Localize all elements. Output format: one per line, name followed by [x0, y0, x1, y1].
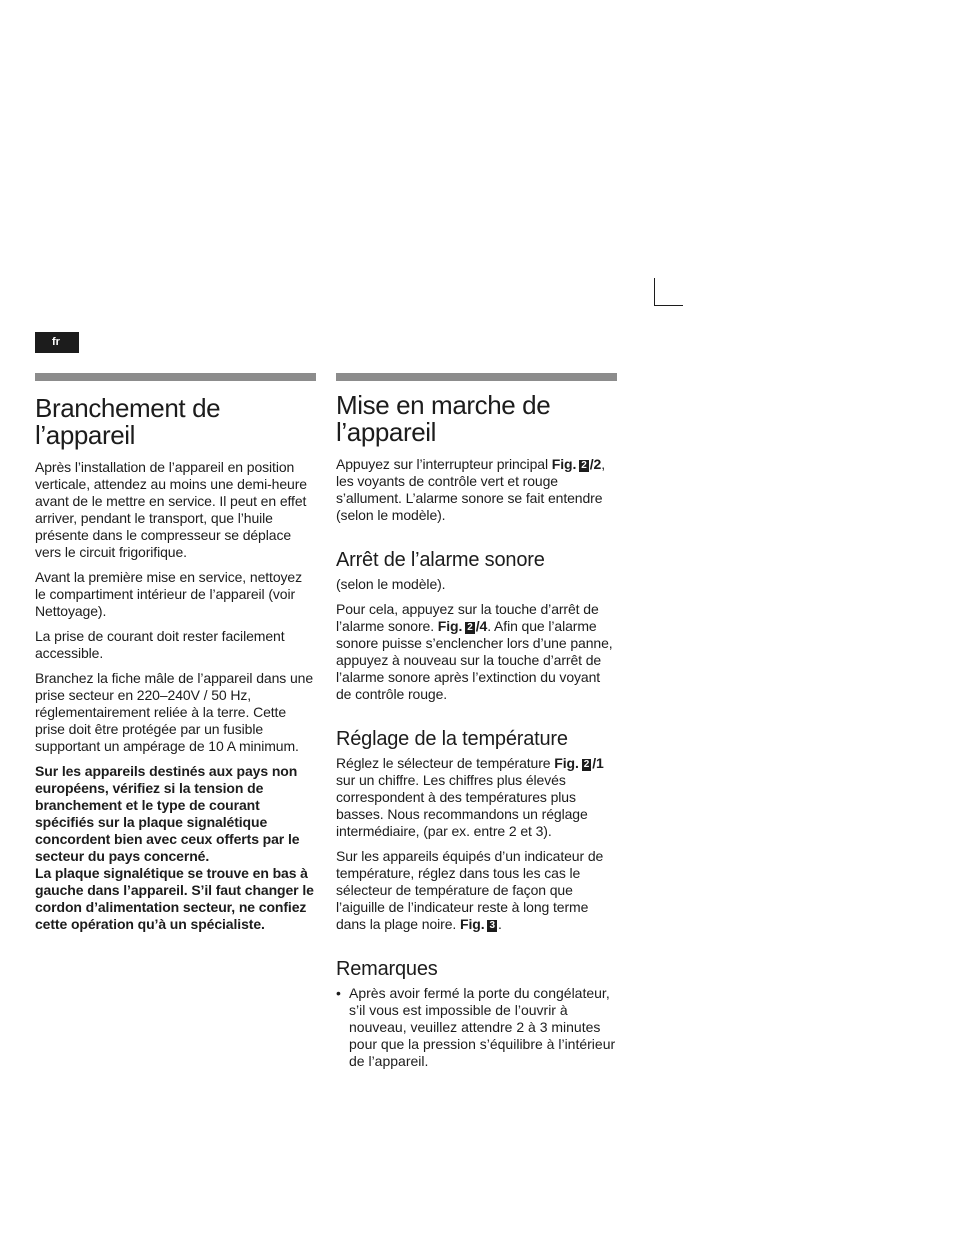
paragraph-switch-on — [336, 456, 617, 524]
paragraph-cleaning: Avant la première mise en service, nettoyez le compartiment intérieur de l’appareil (voir Nettoyage). — [35, 569, 303, 619]
warning-plate: La plaque signalétique se trouve en bas à gauche dans l’appareil. S’il faut changer le cordon d’alimentation secteur, ne confiez cette opération qu’à un spécialiste. — [35, 865, 314, 932]
subheading-alarm: Arrêt de l’alarme sonore — [336, 549, 545, 571]
figure-ref: Fig. — [460, 916, 485, 932]
figure-number: 2 — [583, 759, 590, 770]
figure-ref: Fig. — [554, 755, 579, 771]
paragraph-temperature — [336, 755, 617, 840]
column-branchement — [35, 373, 316, 933]
list-item-text: Après avoir fermé la porte du congélateur, s’il vous est impossible de l’ouvrir à nouveau, veuillez attendre 2 à 3 minutes pour que la pression s’équilibre à l’intérieur de l’appareil. — [349, 985, 616, 1069]
title-line-1: Branchement de — [35, 393, 221, 423]
language-tag — [35, 332, 79, 353]
text: Sur les appareils équipés d’un indicateur de température, réglez dans tous les cas le sélecteur de température de façon que l’aiguille de l’indicateur reste à long terme dans la plage noire. — [336, 848, 604, 932]
section-title — [336, 392, 617, 446]
text: . — [497, 916, 502, 932]
figure-number: 2 — [581, 460, 587, 471]
paragraph-installation: Après l’installation de l’appareil en position verticale, attendez au moins une demi-heure avant de le mettre en service. Il peut en effet arriver, pendant le transport, que l’huile présente dans le compresseur se déplace vers le circuit frigorifique. — [35, 459, 307, 560]
text: Réglez le sélecteur de température — [336, 755, 555, 771]
paragraph-indicator — [336, 848, 617, 933]
subheading-temperature: Réglage de la température — [336, 728, 568, 750]
figure-ref: Fig. — [437, 618, 463, 634]
section-bar — [35, 373, 316, 381]
text: sur un chiffre. Les chiffres plus élevés correspondent à des températures plus basses. Nous recommandons un réglage intermédiaire, (par ex. entre 2 et 3). — [336, 772, 588, 839]
figure-ref: Fig. — [551, 456, 577, 472]
figure-number: 3 — [489, 920, 495, 931]
title-line-2: l’appareil — [35, 420, 136, 450]
section-bar — [336, 373, 617, 381]
crop-mark — [654, 278, 683, 306]
text: , les voyants de contrôle vert et rouge s’allument. L’alarme sonore se fait entendre (selon le modèle). — [336, 456, 605, 523]
figure-item: /1 — [592, 755, 604, 771]
language-label: fr — [52, 336, 60, 348]
list-item — [336, 985, 617, 1070]
bullet-icon: • — [336, 985, 341, 1001]
alarm-note: (selon le modèle). — [336, 576, 446, 592]
title-line-1: Mise en marche de — [336, 390, 551, 420]
figure-item: /4 — [475, 618, 488, 634]
text: . Afin que l’alarme sonore puisse s’enclencher lors d’une panne, appuyez à nouveau sur la touche d’arrêt de l’alarme sonore après l’extinction du voyant de contrôle rouge. — [336, 618, 613, 702]
text: Appuyez sur l’interrupteur principal — [336, 456, 552, 472]
paragraph-alarm — [336, 601, 617, 703]
column-mise-en-marche — [336, 373, 617, 1070]
paragraph-socket: La prise de courant doit rester facilement accessible. — [35, 628, 285, 661]
warning-voltage: Sur les appareils destinés aux pays non européens, vérifiez si la tension de branchement et le type de courant spécifiés sur la plaque signalétique concordent bien avec ceux offerts par le secteur du pays concerné. — [35, 763, 300, 864]
figure-item: /2 — [589, 456, 602, 472]
text: Pour cela, appuyez sur la touche d’arrêt de l’alarme sonore. — [336, 601, 599, 634]
section-title — [35, 395, 316, 449]
subheading-notes: Remarques — [336, 958, 438, 980]
title-line-2: l’appareil — [336, 417, 437, 447]
paragraph-plug: Branchez la fiche mâle de l’appareil dans une prise secteur en 220–240V / 50 Hz, réglementairement reliée à la terre. Cette prise doit être protégée par un fusible supportant un ampérage de 10 A minimum. — [35, 670, 314, 754]
figure-number: 2 — [467, 622, 473, 633]
